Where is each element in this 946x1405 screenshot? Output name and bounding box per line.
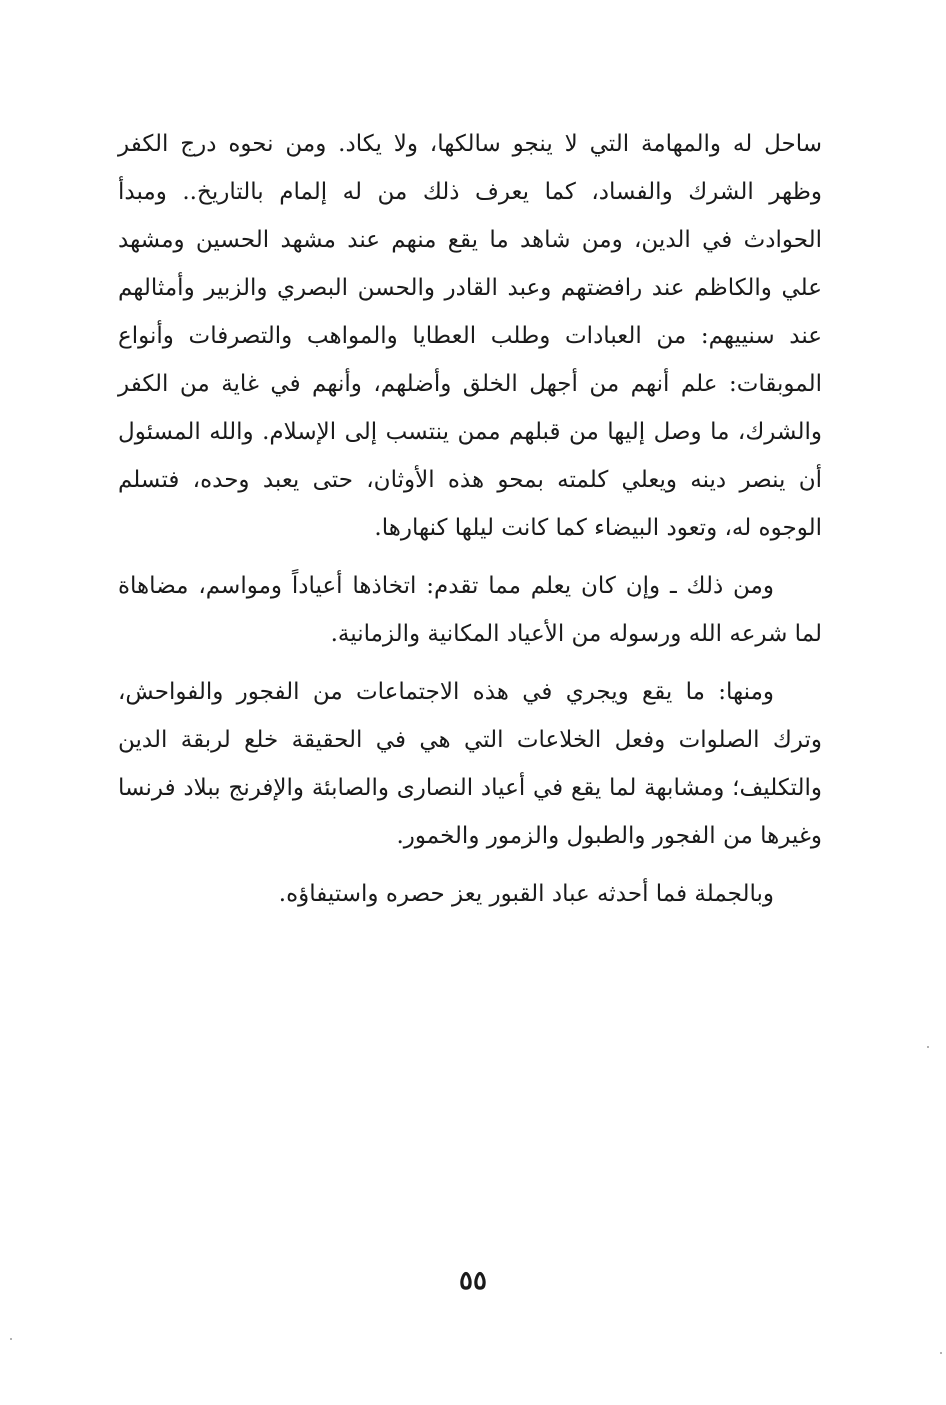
paragraph-2: ومن ذلك ـ وإن كان يعلم مما تقدم: اتخاذها أعياداً ومواسم، مضاهاة لما شرعه الله ورسوله من الأعياد المكانية والزمانية. [118,573,822,647]
scan-speck [940,1352,942,1354]
paragraph-gap [118,860,822,870]
paragraph-4: وبالجملة فما أحدثه عباد القبور يعز حصره واستيفاؤه. [278,881,774,907]
scan-speck [927,1046,929,1048]
scan-speck [10,1338,12,1340]
paragraph-3: ومنها: ما يقع ويجري في هذه الاجتماعات من الفجور والفواحش، وترك الصلوات وفعل الخلاعات التي هي في الحقيقة خلع لربقة الدين والتكليف؛ ومشابهة لما يقع في أعياد النصارى والصابئة والإفرنج ببلاد فرنسا وغيرها من الفجور والطبول والزمور والخمور. [118,679,822,849]
paragraph-gap [118,552,822,562]
paragraph-1: ساحل له والمهامة التي لا ينجو سالكها، ولا يكاد. ومن نحوه درج الكفر وظهر الشرك والفساد، كما يعرف ذلك من له إلمام بالتاريخ.. ومبدأ الحوادث في الدين، ومن شاهد ما يقع منهم عند مشهد الحسين ومشهد علي والكاظم عند رافضتهم وعبد القادر والحسن البصري والزبير وأمثالهم عند سنييهم: من العبادات وطلب العطايا والمواهب والتصرفات وأنواع الموبقات: علم أنهم من أجهل الخلق وأضلهم، وأنهم في غاية من الكفر والشرك، ما وصل إليها من قبلهم ممن ينتسب إلى الإسلام. والله المسئول أن ينصر دينه ويعلي كلمته بمحو هذه الأوثان، حتى يعبد وحده، فتسلم الوجوه له، وتعود البيضاء كما كانت ليلها كنهارها. [118,131,822,541]
page-number: ٥٥ [459,1266,487,1296]
body-text [118,120,822,918]
paragraph-gap [118,658,822,668]
